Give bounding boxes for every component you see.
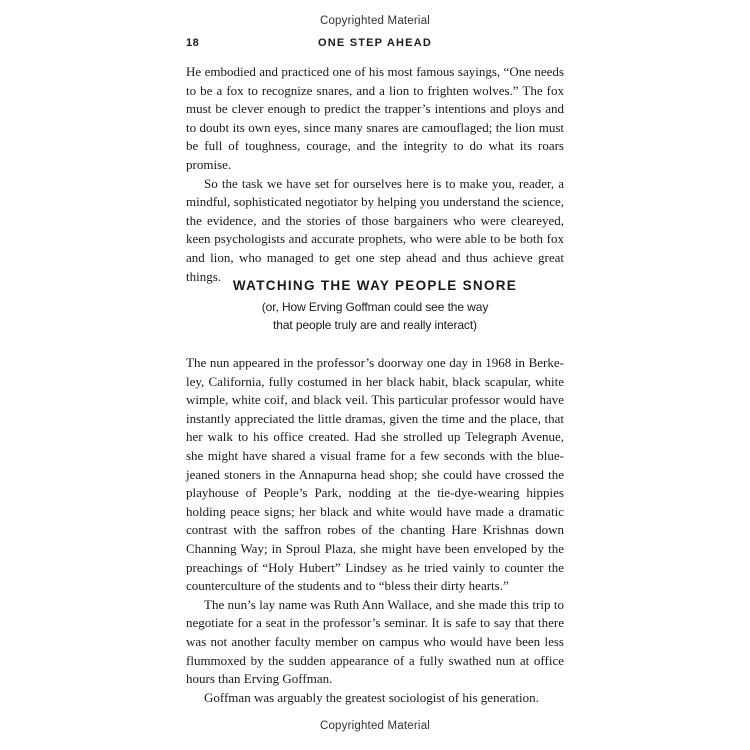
body-text-top [186,63,564,286]
section-subtitle-line-2: that people truly are and really interact) [273,318,477,332]
paragraph: So the task we have set for ourselves here is to make you, reader, a mindful, sophisticated negotiator by helping you understand the science, the evidence, and the stories of those bargainers who were cleareyed, keen psychologists and accurate prophets, who were able to be both fox and lion, who managed to get one step ahead and thus achieve great things. [186,175,564,284]
page-number: 18 [186,37,200,49]
paragraph: The nun appeared in the professor’s doorway one day in 1968 in Berkeley, California, fully costumed in her black habit, black scapular, white wimple, white coif, and black veil. This particular professor would have instantly appreciated the little dramas, given the time and the place, that her walk to his office created. Had she strolled up Telegraph Avenue, she might have shared a visual frame for a few seconds with the blue-jeaned stoners in the Annapurna head shop; she could have crossed the playhouse of People’s Park, nodding at the tie-dye-wearing hippies holding peace signs; her black and white would have made a dramatic contrast with the saffron robes of the chanting Hare Krishnas down Channing Way; in Sproul Plaza, she might have been enveloped by the preachings of “Holy Hubert” Lindsey as he tried vainly to counter the counterculture of the students and to “bless their dirty hearts.” [186,355,564,594]
section-subtitle [186,298,564,334]
copyright-watermark-top: Copyrighted Material [319,15,431,27]
running-title: ONE STEP AHEAD [318,37,432,49]
section-subtitle-line-1: (or, How Erving Goffman could see the way [261,300,489,314]
section-heading: WATCHING THE WAY PEOPLE SNORE [232,278,518,293]
paragraph: The nun’s lay name was Ruth Ann Wallace, and she made this trip to negotiate for a seat in the professor’s seminar. It is safe to say that there was not another faculty member on campus who would have been less flummoxed by the sudden appearance of a fully swathed nun at office hours than Erving Goffman. [186,596,564,687]
running-head [186,37,564,53]
copyright-watermark-bottom: Copyrighted Material [319,720,431,732]
paragraph: Goffman was arguably the greatest sociologist of his generation. [204,689,539,705]
body-text-bottom [186,354,564,707]
paragraph: He embodied and practiced one of his most famous sayings, “One needs to be a fox to recognize snares, and a lion to frighten wolves.” The fox must be clever enough to predict the trapper’s intentions and ploys and to doubt its own eyes, since many snares are camouflaged; the lion must be full of toughness, courage, and the integrity to do what its roars promise. [186,64,564,172]
